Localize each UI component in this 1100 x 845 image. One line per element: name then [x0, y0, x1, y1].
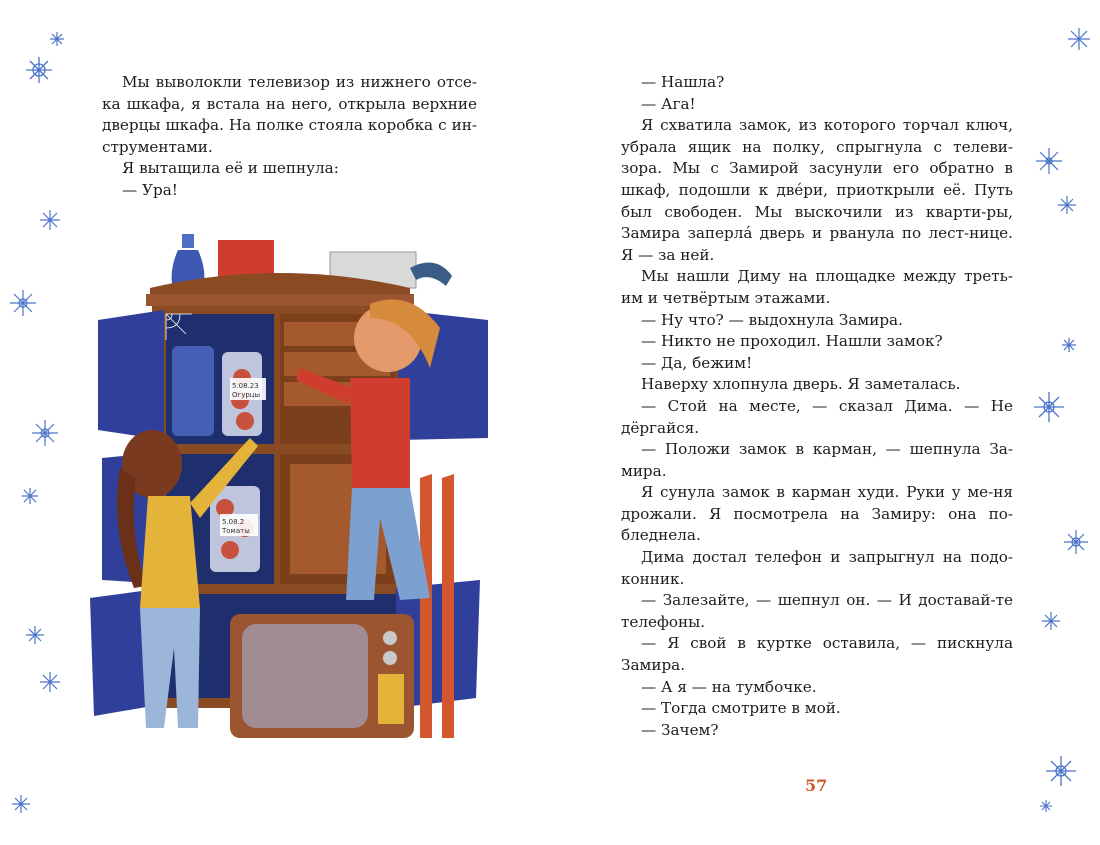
paragraph: — А я — на тумбочке. — [641, 677, 817, 696]
paragraph: Я сунула замок в карман худи. Руки у ме-ня дрожали. Я посмотрела на Замиру: она по-бледнела. — [621, 483, 1013, 545]
snowflake-icon — [1040, 800, 1052, 812]
snowflake-icon — [40, 210, 60, 230]
snowflake-icon — [1046, 756, 1076, 786]
skis — [420, 474, 432, 738]
paragraph: — Тогда смотрите в мой. — [641, 699, 841, 718]
jar-label: 5.08.23 — [232, 382, 259, 390]
paragraph: Наверху хлопнула дверь. Я заметалась. — [641, 375, 961, 394]
left-text-column — [102, 72, 477, 202]
paragraph: Я схватила замок, из которого торчал ключ, убрала ящик на полку, спрыгнула с телеви-зора. Мы с Замирой засунули его обратно в шкаф, подошли к двéри, приоткрыли её. Путь был свободен. Мы выскочили из кварти-ры, Замира заперлá дверь и рванула по лест-нице. Я — за ней. — [621, 116, 1013, 264]
paragraph: — Залезайте, — шепнул он. — И доставай-те телефоны. — [621, 591, 1013, 631]
snowflake-icon — [1064, 530, 1088, 554]
snowflake-icon — [1058, 196, 1076, 214]
snowflake-icon — [50, 32, 64, 46]
right-page — [550, 0, 1100, 845]
paragraph: — Зачем? — [641, 720, 719, 739]
paragraph: — Положи замок в карман, — шепнула За-мира. — [621, 440, 1013, 480]
paragraph: — Нашла? — [641, 73, 725, 91]
right-text-column — [621, 72, 1013, 741]
snowflake-icon — [40, 672, 60, 692]
jars-lower — [210, 486, 260, 572]
snowflake-icon — [12, 795, 30, 813]
paragraph: Я вытащила её и шепнула: — [122, 159, 339, 178]
snowflake-icon — [24, 55, 54, 85]
tv-set — [230, 614, 414, 738]
snowflake-icon — [22, 488, 38, 504]
snowflake-icon — [10, 290, 36, 316]
page-number: 57 — [805, 776, 828, 795]
jar-label: Томаты — [222, 527, 250, 535]
paragraph: — Да, бежим! — [641, 353, 753, 372]
cabinet-door — [98, 310, 164, 440]
paragraph: — Я свой в куртке оставила, — пискнула Замира. — [621, 634, 1013, 675]
jar-label: Огурцы — [232, 391, 261, 399]
snowflake-icon — [1068, 28, 1090, 50]
snowflake-icon — [1062, 338, 1076, 352]
paragraph: Мы выволокли телевизор из нижнего отсе-ка шкафа, я встала на него, открыла верхние дверцы шкафа. На полке стояла коробка с ин-струментами. — [102, 73, 477, 156]
paragraph: — Стой на месте, — сказал Дима. — Не дёргайся. — [621, 396, 1013, 437]
cabinet-illustration — [80, 228, 490, 758]
paragraph: — Никто не проходил. Нашли замок? — [641, 332, 943, 351]
paragraph: Мы нашли Диму на площадке между треть-им и четвёртым этажами. — [621, 267, 1013, 307]
paragraph: — Ура! — [122, 180, 178, 199]
snowflake-icon — [26, 626, 44, 644]
snowflake-icon — [1042, 612, 1060, 630]
jar-label: 5.08.2 — [222, 518, 245, 526]
paragraph: — Ну что? — выдохнула Замира. — [641, 310, 903, 329]
paragraph: Дима достал телефон и запрыгнул на подо-конник. — [621, 548, 1013, 588]
paragraph: — Ага! — [641, 94, 696, 113]
snowflake-icon — [32, 420, 58, 446]
snowflake-icon — [1036, 148, 1062, 174]
snowflake-icon — [1034, 392, 1064, 422]
